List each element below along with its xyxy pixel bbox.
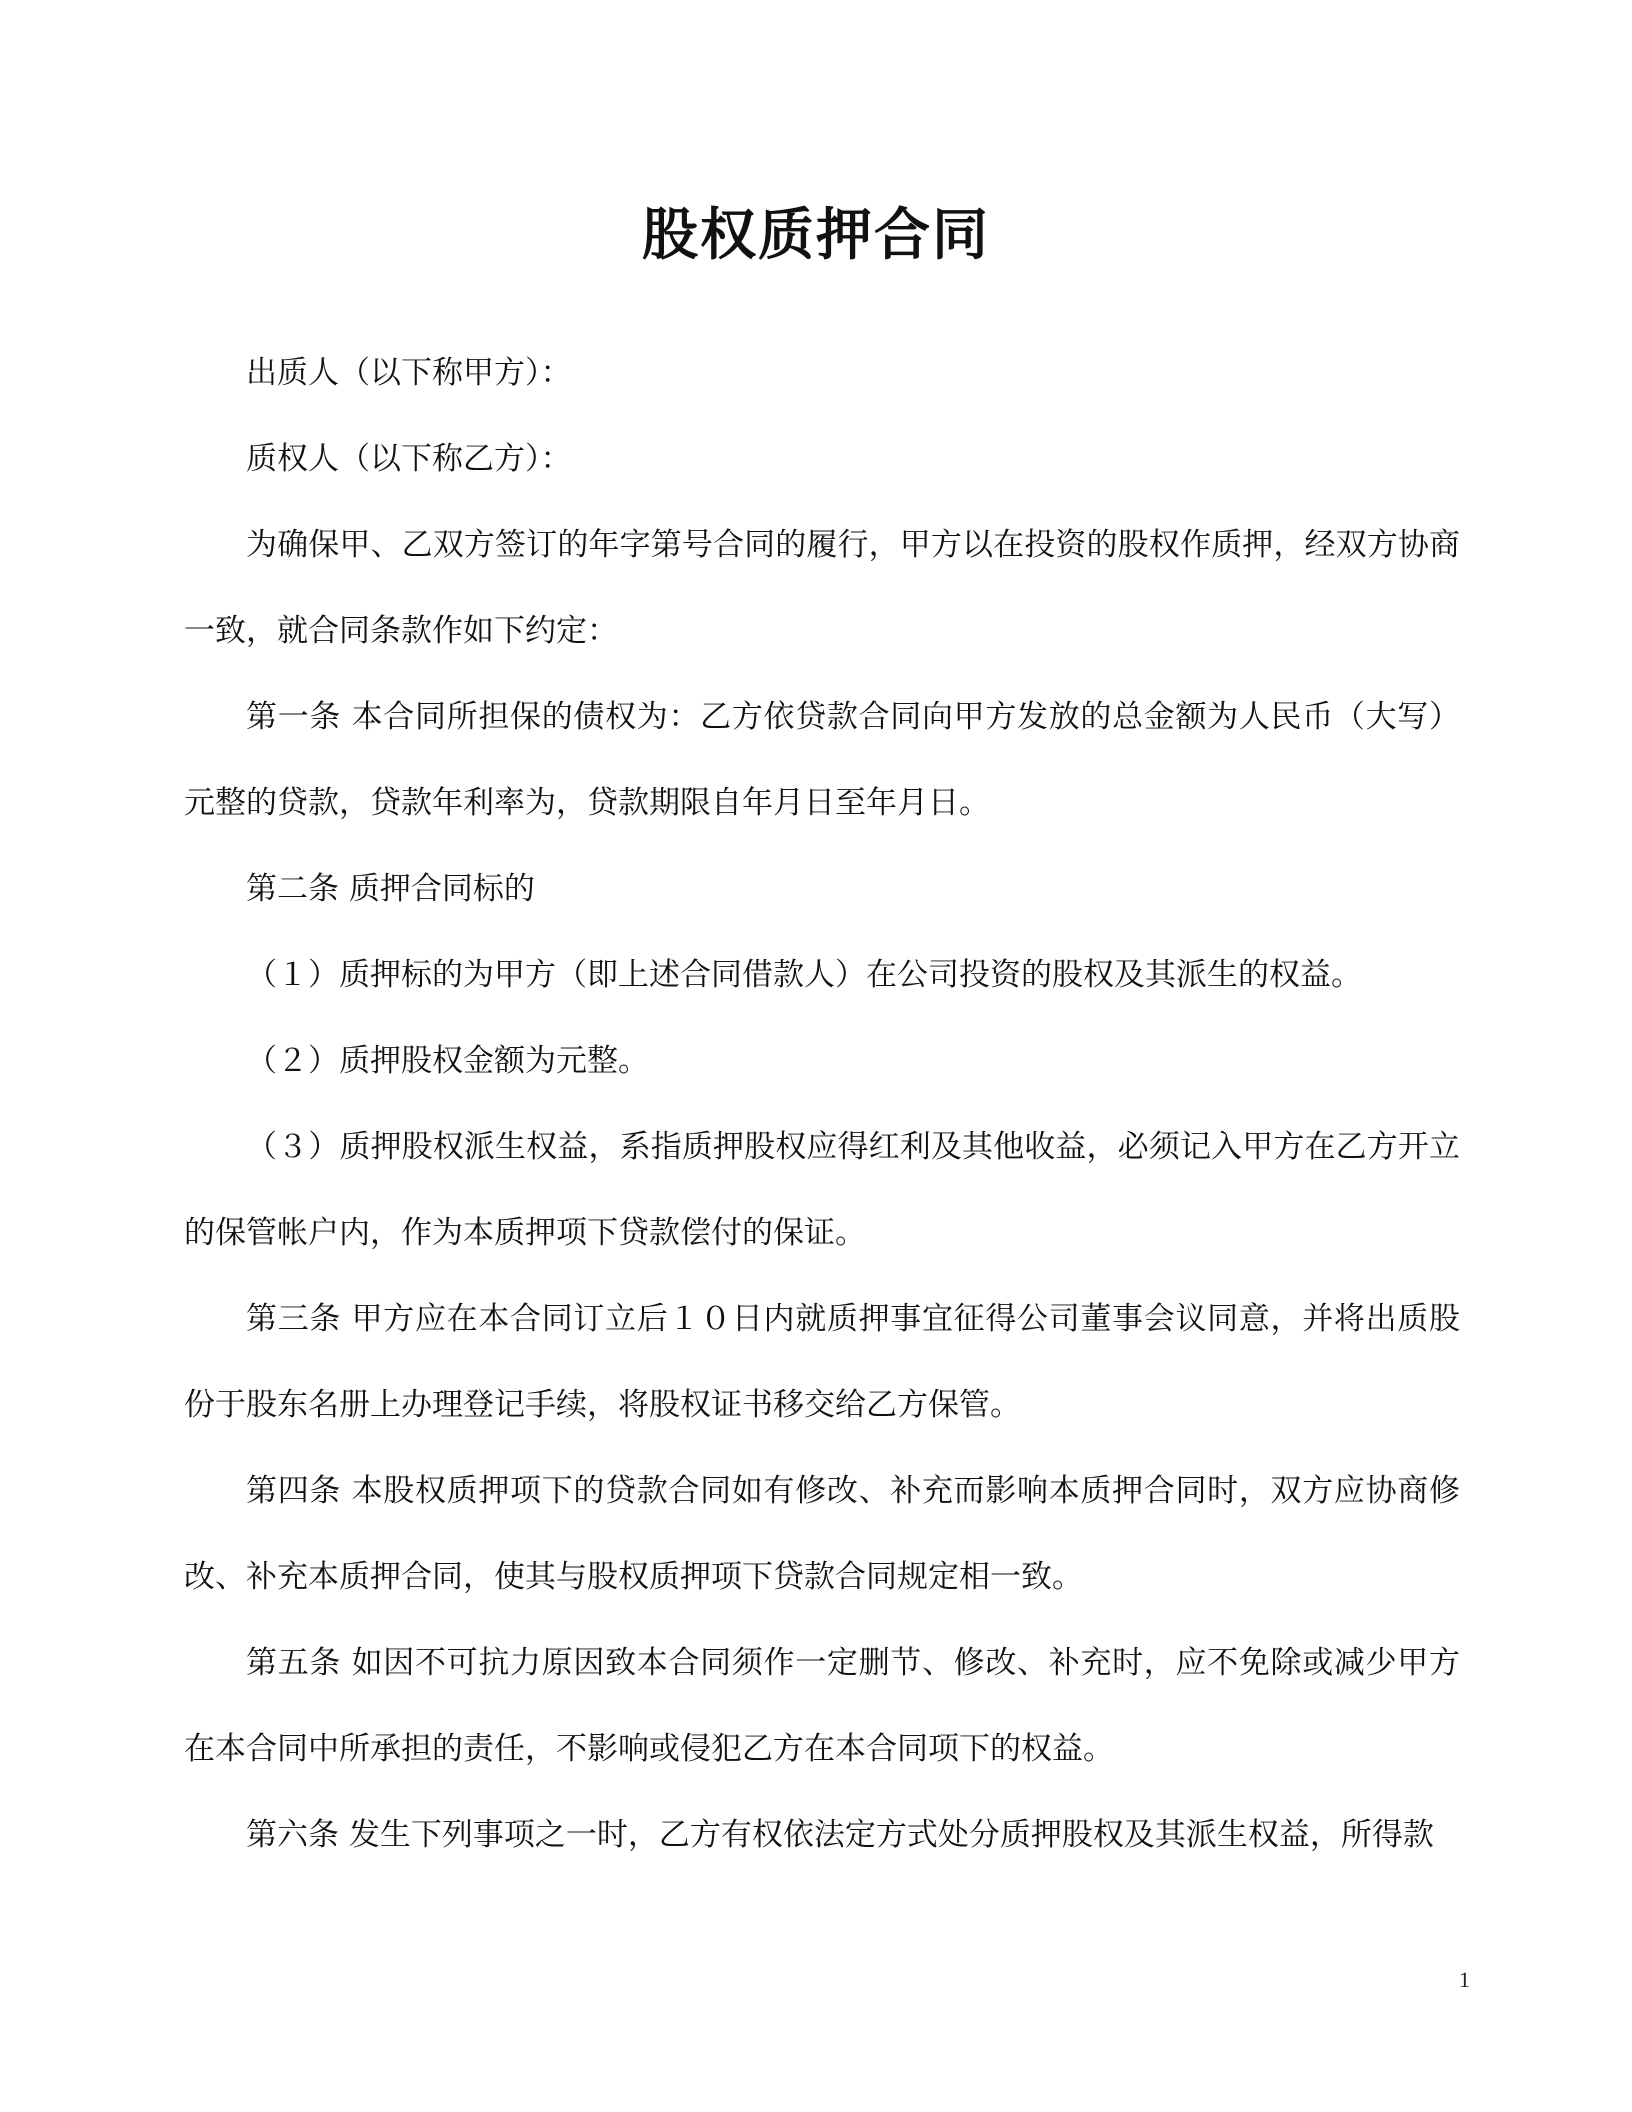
- article-2-item-3: （３）质押股权派生权益，系指质押股权应得红利及其他收益，必须记入甲方在乙方开立的保管帐户内，作为本质押项下贷款偿付的保证。: [184, 1129, 1460, 1251]
- pledgee-line: 质权人（以下称乙方）：: [246, 441, 572, 477]
- article-3: 第三条 甲方应在本合同订立后１０日内就质押事宜征得公司董事会议同意，并将出质股份于股东名册上办理登记手续，将股权证书移交给乙方保管。: [184, 1301, 1460, 1423]
- document-title: 股权质押合同: [642, 203, 990, 268]
- preamble-paragraph: 为确保甲、乙双方签订的年字第号合同的履行，甲方以在投资的股权作质押，经双方协商一致，就合同条款作如下约定：: [184, 527, 1460, 649]
- article-6: 第六条 发生下列事项之一时，乙方有权依法定方式处分质押股权及其派生权益，所得款: [246, 1817, 1434, 1853]
- article-4: 第四条 本股权质押项下的贷款合同如有修改、补充而影响本质押合同时，双方应协商修改、补充本质押合同，使其与股权质押项下贷款合同规定相一致。: [184, 1473, 1460, 1595]
- article-2-item-2: （２）质押股权金额为元整。: [246, 1043, 649, 1079]
- article-2-item-1: （１）质押标的为甲方（即上述合同借款人）在公司投资的股权及其派生的权益。: [246, 957, 1362, 993]
- article-5: 第五条 如因不可抗力原因致本合同须作一定删节、修改、补充时，应不免除或减少甲方在本合同中所承担的责任，不影响或侵犯乙方在本合同项下的权益。: [184, 1645, 1460, 1767]
- article-1: 第一条 本合同所担保的债权为：乙方依贷款合同向甲方发放的总金额为人民币（大写）元整的贷款，贷款年利率为，贷款期限自年月日至年月日。: [184, 699, 1460, 821]
- pledgor-line: 出质人（以下称甲方）：: [246, 355, 572, 391]
- article-2-heading: 第二条 质押合同标的: [246, 871, 535, 907]
- page-number: 1: [1459, 1967, 1470, 1992]
- document-body: [184, 330, 1460, 1878]
